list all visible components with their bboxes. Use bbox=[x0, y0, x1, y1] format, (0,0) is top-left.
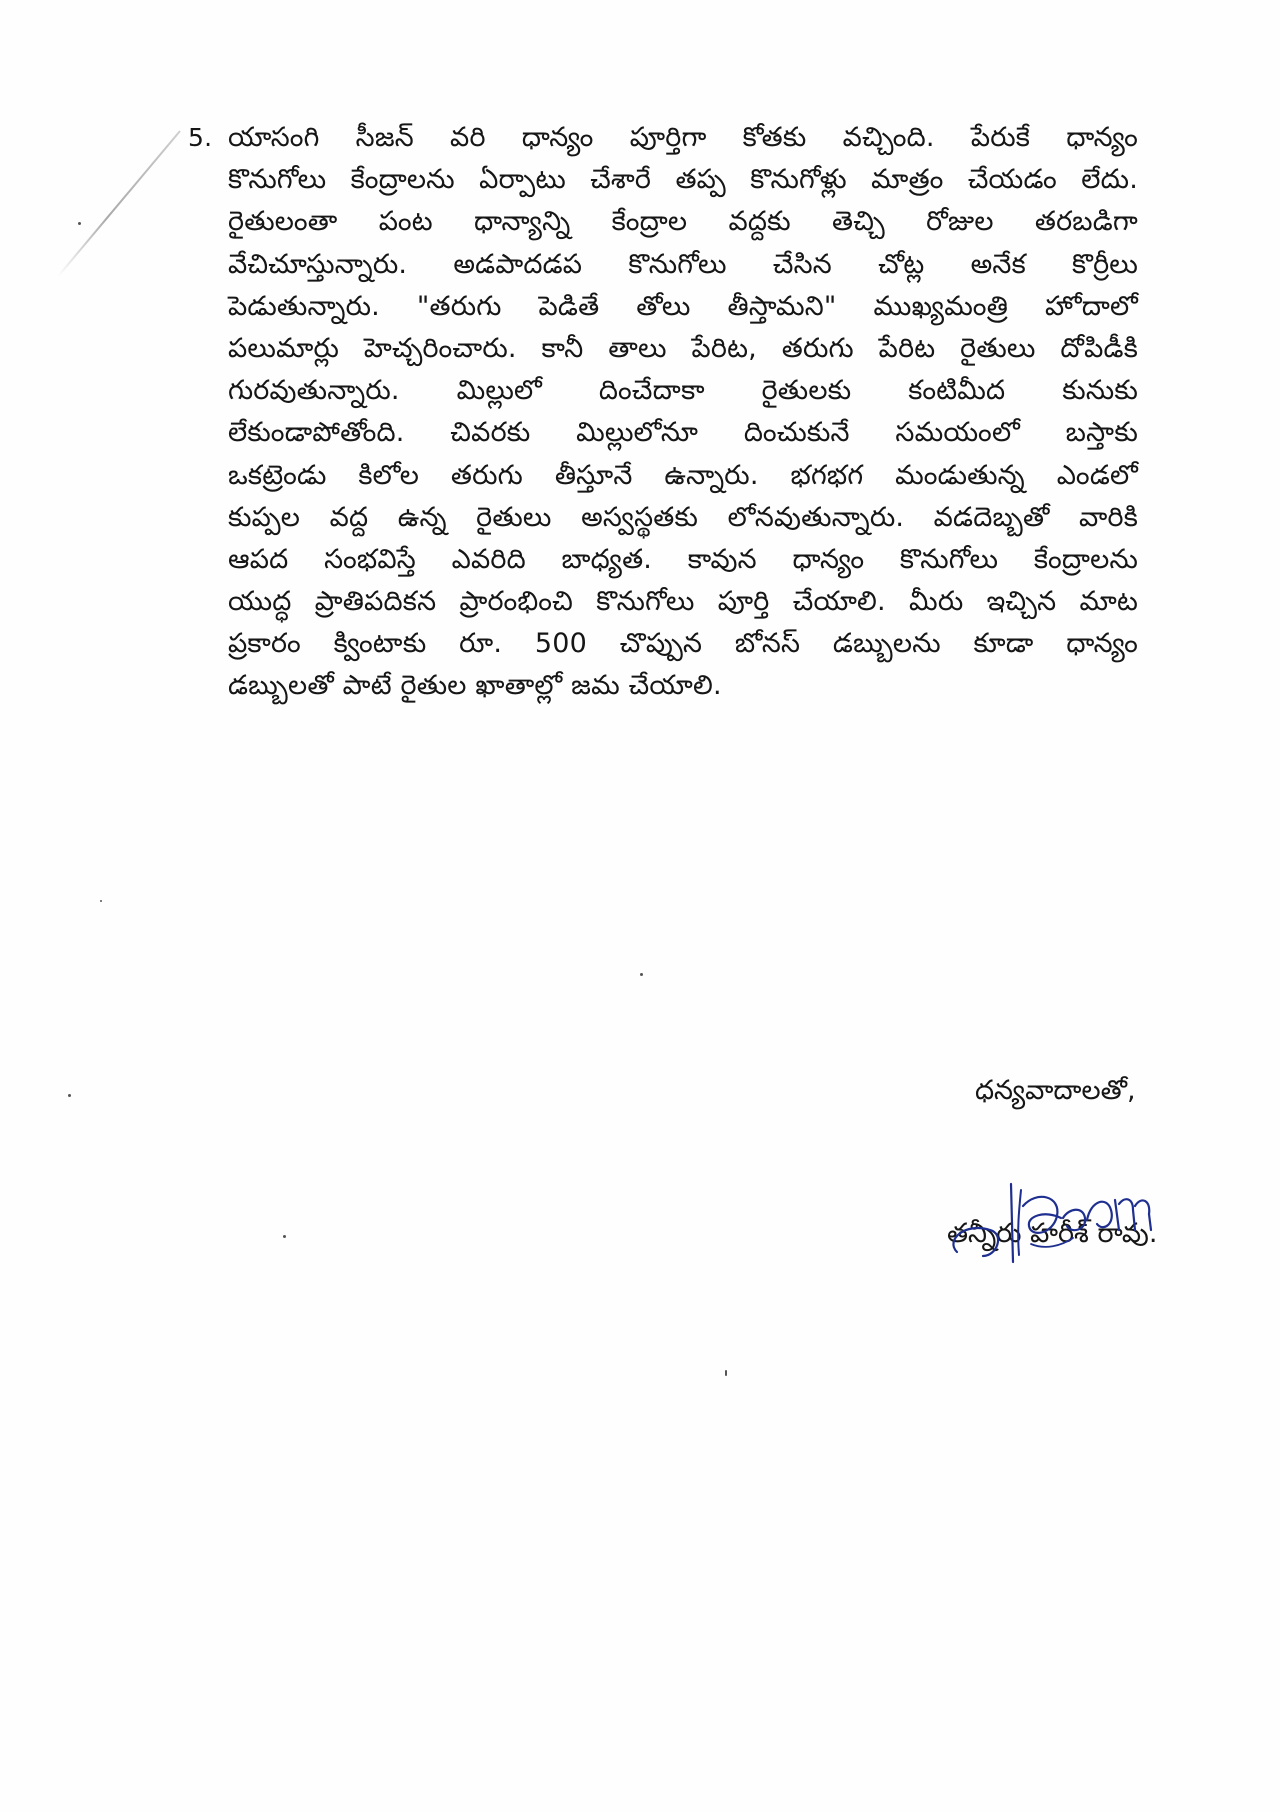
paragraph-line bbox=[228, 623, 1138, 665]
paragraph-line bbox=[228, 286, 1138, 328]
paragraph-line bbox=[228, 581, 1138, 623]
paragraph-line-text: రైతులంతా పంట ధాన్యాన్ని కేంద్రాల వద్దకు తెచ్చి రోజుల తరబడిగా bbox=[228, 206, 1138, 238]
signatory-name: తన్నీరు హరీశ్ రావు. bbox=[947, 1218, 1158, 1249]
paragraph-line-text: పెడుతున్నారు. "తరుగు పెడితే తోలు తీస్తామని" ముఖ్యమంత్రి హోదాలో bbox=[228, 290, 1138, 322]
paragraph-line-text: కుప్పల వద్ద ఉన్న రైతులు అస్వస్థతకు లోనవుతున్నారు. వడదెబ్బతో వారికి bbox=[228, 501, 1138, 533]
scan-speck bbox=[68, 1094, 71, 1097]
scan-speck bbox=[640, 973, 643, 976]
paragraph-line bbox=[228, 328, 1138, 370]
scan-fold-mark bbox=[57, 130, 181, 277]
paragraph-line bbox=[188, 117, 1138, 159]
paragraph-line bbox=[228, 201, 1138, 243]
signature-block bbox=[935, 1160, 1215, 1270]
paragraph-line bbox=[228, 370, 1138, 412]
item-number: 5. bbox=[188, 123, 213, 152]
paragraph-line bbox=[228, 159, 1138, 201]
paragraph-line bbox=[228, 497, 1138, 539]
paragraph-line bbox=[228, 539, 1138, 581]
paragraph-line-text: కొనుగోలు కేంద్రాలను ఏర్పాటు చేశారే తప్ప కొనుగోళ్లు మాత్రం చేయడం లేదు. bbox=[228, 164, 1138, 196]
scan-speck bbox=[725, 1370, 727, 1376]
paragraph-line-text: లేకుండాపోతోంది. చివరకు మిల్లులోనూ దించుకునే సమయంలో బస్తాకు bbox=[228, 417, 1138, 449]
paragraph-line bbox=[228, 665, 1138, 707]
scan-speck bbox=[78, 222, 81, 225]
handwritten-signature-icon bbox=[935, 1160, 1215, 1270]
paragraph-line-text: డబ్బులతో పాటే రైతుల ఖాతాల్లో జమ చేయాలి. bbox=[228, 670, 722, 702]
paragraph-line-text: పలుమార్లు హెచ్చరించారు. కానీ తాలు పేరిట, తరుగు పేరిట రైతులు దోపిడీకి bbox=[228, 332, 1138, 364]
paragraph-line-text: గురవుతున్నారు. మిల్లులో దించేదాకా రైతులకు కంటిమీద కునుకు bbox=[228, 375, 1138, 407]
paragraph-line bbox=[228, 412, 1138, 454]
paragraph-line bbox=[228, 455, 1138, 497]
paragraph-line-text: ఆపద సంభవిస్తే ఎవరిది బాధ్యత. కావున ధాన్యం కొనుగోలు కేంద్రాలను bbox=[228, 543, 1138, 575]
closing-salutation: ధన్యవాదాలతో, bbox=[975, 1075, 1136, 1106]
paragraph-line-text: ప్రకారం క్వింటాకు రూ. 500 చొప్పున బోనస్ డబ్బులను కూడా ధాన్యం bbox=[228, 628, 1138, 660]
paragraph-line bbox=[228, 244, 1138, 286]
paragraph-line-text: యాసంగి సీజన్ వరి ధాన్యం పూర్తిగా కోతకు వచ్చింది. పేరుకే ధాన్యం bbox=[228, 122, 1138, 153]
paragraph-line-text: యుద్ధ ప్రాతిపదికన ప్రారంభించి కొనుగోలు పూర్తి చేయాలి. మీరు ఇచ్చిన మాట bbox=[228, 586, 1138, 618]
paragraph-line-text: ఒకట్రెండు కిలోల తరుగు తీస్తూనే ఉన్నారు. భగభగ మండుతున్న ఎండలో bbox=[228, 459, 1138, 491]
scan-speck bbox=[283, 1235, 286, 1238]
scan-speck bbox=[100, 900, 102, 902]
paragraph-line-text: వేచిచూస్తున్నారు. అడపాదడప కొనుగోలు చేసిన చోట్ల అనేక కొర్రీలు bbox=[228, 248, 1138, 280]
point-5-paragraph bbox=[188, 117, 1138, 708]
